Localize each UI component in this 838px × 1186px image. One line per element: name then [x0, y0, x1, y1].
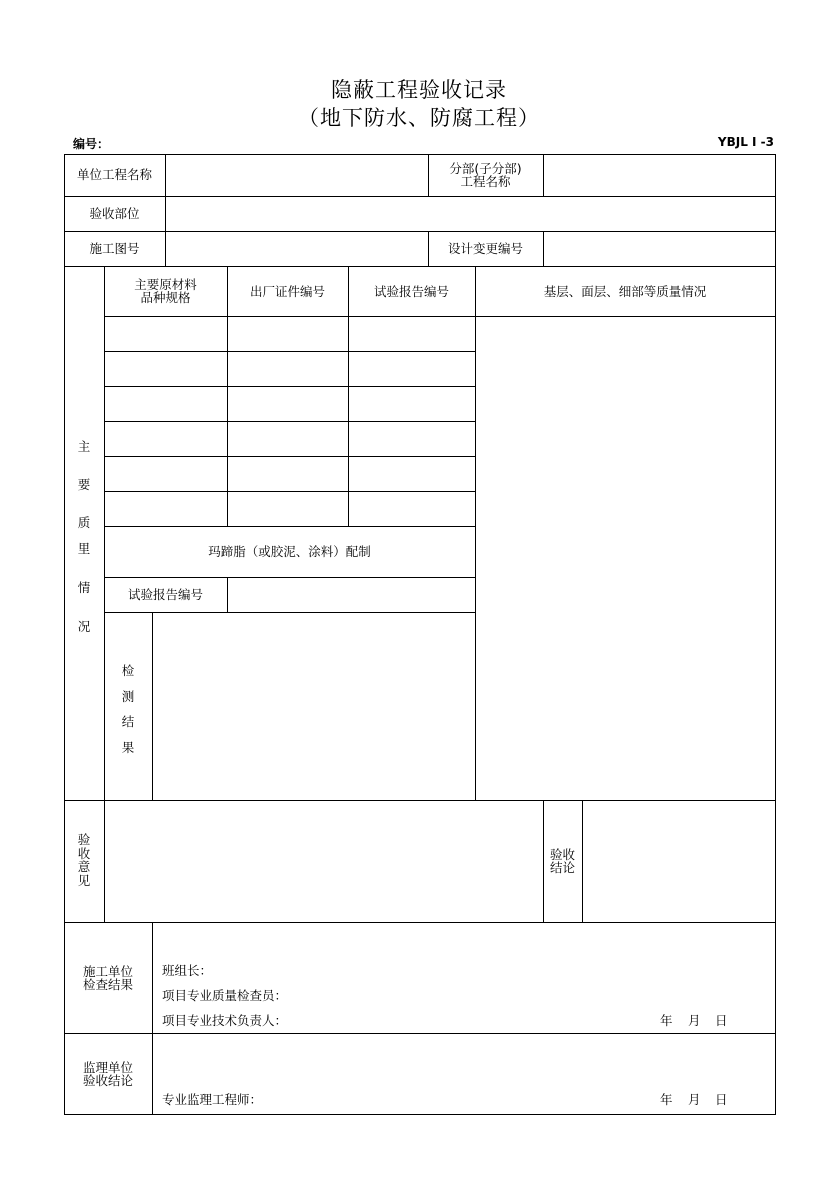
material-row-3-spec[interactable] [105, 387, 227, 421]
team-leader-label: 班组长： [162, 963, 213, 978]
material-spec-header-line2: 品种规格 [140, 290, 191, 305]
contractor-day-label: 日 [715, 1013, 728, 1028]
unit-project-name-field[interactable] [166, 155, 428, 196]
supervisor-month-label: 月 [688, 1092, 701, 1107]
conclusion-label-line2: 结论 [549, 860, 575, 875]
contractor-label-line1: 施工单位 [82, 964, 133, 979]
sub-project-label-line1: 分部(子分部) [449, 161, 522, 176]
supervisor-label-line1: 监理单位 [82, 1060, 133, 1075]
acceptance-part-label: 验收部位 [89, 206, 140, 221]
contractor-label [64, 965, 152, 991]
mastic-test-report-label: 试验报告编号 [127, 587, 203, 602]
material-row-2-spec[interactable] [105, 352, 227, 386]
supervisor-year-label: 年 [660, 1092, 673, 1107]
material-spec-header [104, 278, 227, 304]
doc-no-label: 编号： [73, 137, 110, 151]
construction-drawing-no-field[interactable] [166, 232, 428, 266]
test-result-char-4: 果 [121, 740, 135, 755]
material-row-5-spec[interactable] [105, 457, 227, 491]
opinion-field[interactable] [105, 801, 543, 922]
quality-side-char-4: 里 [77, 541, 91, 556]
design-change-no-field[interactable] [544, 232, 775, 266]
conclusion-label-line1: 验收 [549, 847, 575, 862]
quality-side-char-3: 质 [77, 515, 91, 530]
certificate-no-header: 出厂证件编号 [249, 284, 325, 299]
quality-inspector-label: 项目专业质量检查员： [162, 988, 288, 1003]
supervisor-label [64, 1061, 152, 1087]
tech-leader-label: 项目专业技术负责人： [162, 1013, 288, 1028]
design-change-no-label: 设计变更编号 [447, 241, 523, 256]
test-result-char-3: 结 [121, 714, 135, 729]
contractor-month-label: 月 [688, 1013, 701, 1028]
form-subtitle: （地下防水、防腐工程） [298, 106, 540, 130]
quality-side-char-5: 情 [77, 580, 91, 595]
opinion-label-char-1: 验 [77, 832, 91, 847]
supervision-engineer-label: 专业监理工程师： [162, 1092, 263, 1107]
form-title: 隐蔽工程验收记录 [331, 78, 507, 102]
conclusion-field[interactable] [583, 801, 775, 922]
supervisor-label-line2: 验收结论 [82, 1073, 133, 1088]
sub-project-label-line2: 工程名称 [460, 174, 511, 189]
sub-project-name-field[interactable] [544, 155, 775, 196]
test-report-no-header: 试验报告编号 [373, 284, 449, 299]
test-result-char-2: 测 [121, 689, 135, 704]
sub-project-label [428, 162, 543, 188]
material-spec-header-line1: 主要原材料 [134, 277, 197, 292]
test-result-field[interactable] [153, 613, 475, 800]
material-row-4-spec[interactable] [105, 422, 227, 456]
unit-project-name-label: 单位工程名称 [76, 167, 152, 182]
opinion-label-char-2: 收 [77, 845, 91, 861]
quality-side-char-2: 要 [77, 477, 91, 492]
opinion-label-char-4: 见 [77, 872, 91, 888]
construction-drawing-no-label: 施工图号 [89, 241, 140, 256]
material-row-1-spec[interactable] [105, 317, 227, 351]
conclusion-label [543, 848, 582, 874]
supervisor-day-label: 日 [715, 1092, 728, 1107]
test-result-char-1: 检 [121, 663, 135, 678]
opinion-label-char-3: 意 [77, 859, 91, 874]
opinion-label [74, 833, 94, 887]
mastic-test-report-field[interactable] [228, 578, 475, 612]
material-row-6-spec[interactable] [105, 492, 227, 526]
base-quality-field[interactable] [476, 317, 775, 800]
quality-side-char-6: 况 [77, 619, 91, 634]
quality-side-char-1: 主 [77, 439, 91, 454]
contractor-label-line2: 检查结果 [82, 977, 133, 992]
acceptance-part-field[interactable] [166, 197, 775, 231]
base-quality-header: 基层、面层、细部等质量情况 [543, 284, 707, 299]
mastic-preparation-label: 玛蹄脂（或胶泥、涂料）配制 [208, 544, 371, 559]
form-code: YBJL I -3 [717, 135, 774, 149]
contractor-year-label: 年 [660, 1013, 673, 1028]
